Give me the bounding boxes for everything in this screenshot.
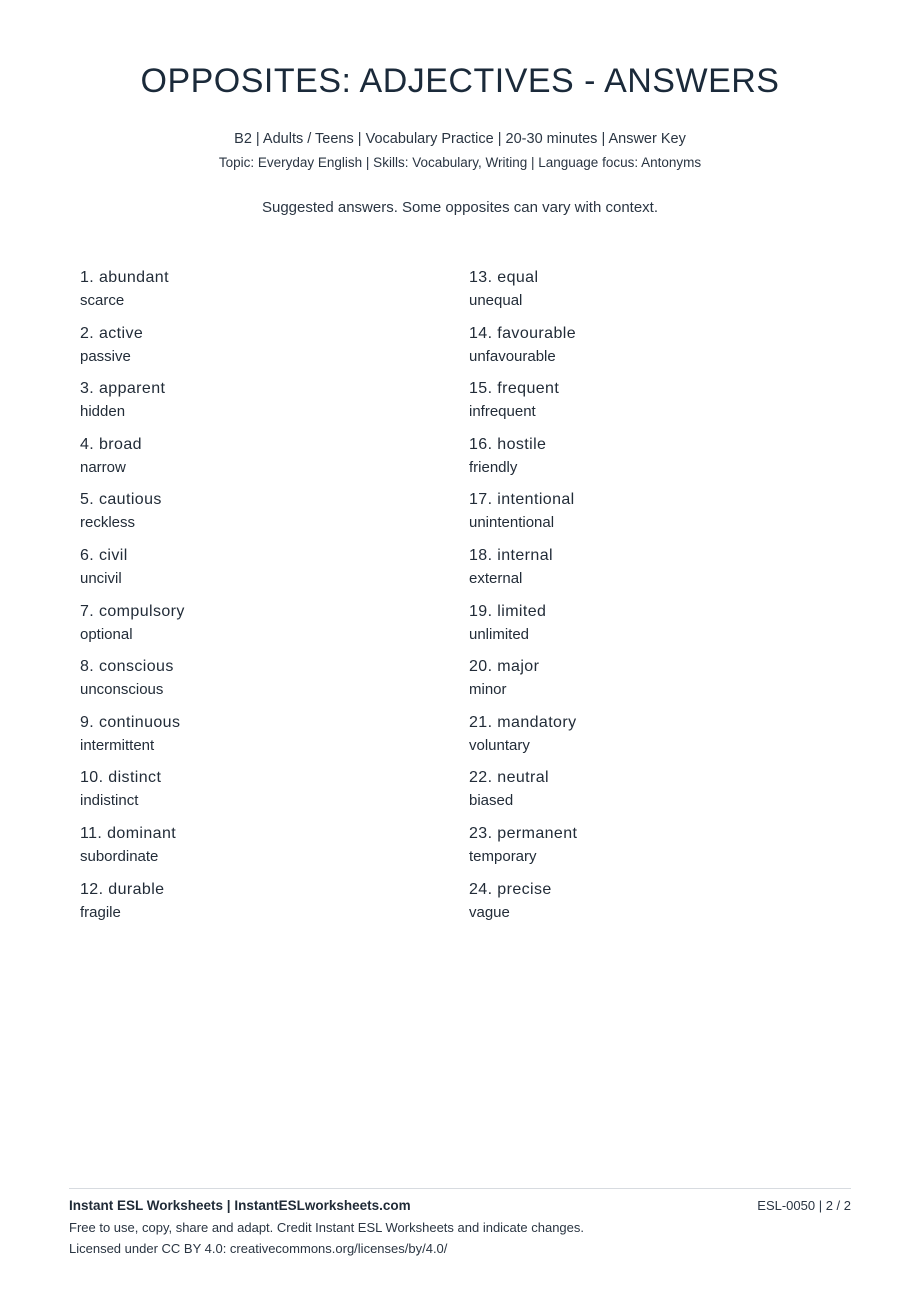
word: 23. permanent [469,824,578,842]
word: 3. apparent [80,380,166,398]
word: 2. active [80,324,144,342]
word: 6. civil [80,546,128,564]
answers-column-right [469,266,829,933]
answer-item [80,878,440,934]
answer-item [469,266,829,322]
word: 22. neutral [469,769,550,787]
answer-item [469,488,829,544]
opposite: hidden [80,403,126,421]
footer-brand: Instant ESL Worksheets | InstantESLworksheets.com [69,1198,411,1213]
answer-item [469,822,829,878]
footer-divider [69,1188,851,1189]
word: 9. continuous [80,713,181,731]
opposite: unequal [469,292,523,309]
answer-item [80,766,440,822]
word: 7. compulsory [80,602,185,620]
opposite: infrequent [469,403,536,421]
opposite: minor [469,681,507,699]
word: 17. intentional [469,491,575,509]
answer-item [80,377,440,433]
word: 15. frequent [469,380,560,398]
answer-item [80,655,440,711]
page-code: ESL-0050 | 2 / 2 [757,1198,851,1213]
answer-item [80,600,440,656]
word: 20. major [469,658,540,676]
word: 24. precise [469,880,552,898]
license-text: Free to use, copy, share and adapt. Credit Instant ESL Worksheets and indicate changes. [69,1220,585,1235]
opposite: uncivil [80,569,122,587]
license-link-text: Licensed under CC BY 4.0: creativecommons.org/licenses/by/4.0/ [69,1241,448,1256]
word: 8. conscious [80,658,174,676]
opposite: passive [80,347,131,365]
opposite: narrow [80,458,126,476]
opposite: indistinct [80,792,139,810]
answer-item [469,433,829,489]
opposite: external [469,569,523,587]
answer-item [469,322,829,378]
level-info: B2 | Adults / Teens | Vocabulary Practice | 20-30 minutes | Answer Key [234,131,686,147]
word: 10. distinct [80,769,162,787]
opposite: subordinate [80,847,159,865]
opposite: biased [469,792,514,810]
opposite: friendly [469,458,518,476]
answer-item [469,711,829,767]
answer-item [469,600,829,656]
answer-item [80,266,440,322]
word: 13. equal [469,269,539,286]
word: 18. internal [469,546,553,564]
answer-item [80,488,440,544]
word: 11. dominant [80,824,177,842]
answer-item [80,822,440,878]
opposite: temporary [469,847,537,865]
opposite: unconscious [80,681,164,699]
opposite: fragile [80,903,121,921]
answer-item [469,655,829,711]
opposite: unlimited [469,625,530,643]
opposite: intermittent [80,736,155,754]
word: 21. mandatory [469,713,577,731]
answer-item [80,322,440,378]
answer-item [80,433,440,489]
word: 5. cautious [80,491,162,509]
word: 16. hostile [469,435,547,453]
answer-item [469,377,829,433]
opposite: voluntary [469,736,530,754]
opposite: unfavourable [469,347,556,365]
word: 14. favourable [469,324,577,342]
page-title: OPPOSITES: ADJECTIVES - ANSWERS [140,62,780,100]
topic-info: Topic: Everyday English | Skills: Vocabulary, Writing | Language focus: Antonyms [218,155,702,170]
opposite: reckless [80,514,136,532]
answer-item [469,544,829,600]
answer-item [80,711,440,767]
word: 19. limited [469,602,547,620]
answer-item [469,878,829,934]
intro-note: Suggested answers. Some opposites can vary with context. [261,199,659,216]
word: 12. durable [80,880,165,898]
answers-column-left [80,266,440,933]
opposite: scarce [80,292,125,309]
answer-item [469,766,829,822]
opposite: unintentional [469,514,555,532]
answer-item [80,544,440,600]
word: 4. broad [80,435,142,453]
opposite: optional [80,625,133,643]
opposite: vague [469,903,510,921]
word: 1. abundant [80,269,169,286]
